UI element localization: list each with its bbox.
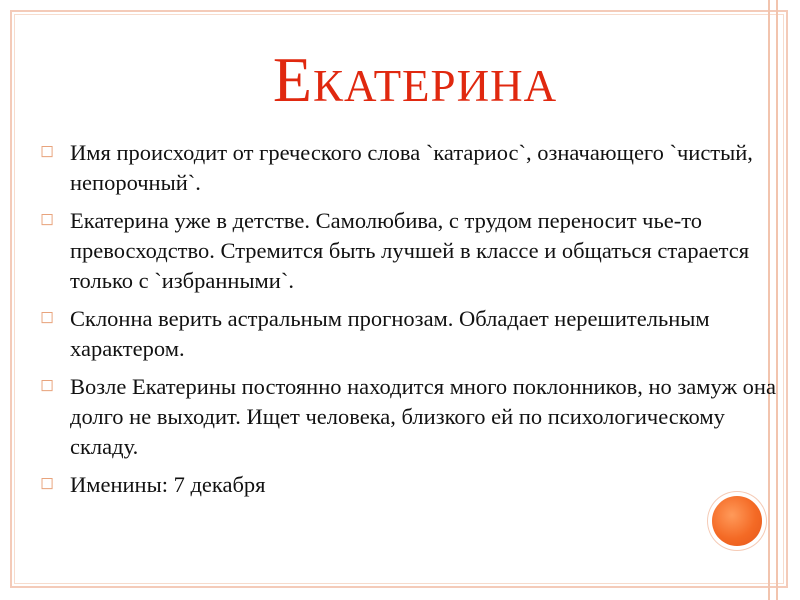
bullet-list [40, 138, 780, 508]
list-item [40, 304, 780, 364]
hollow-square-bullet-icon: ◻ [40, 141, 55, 160]
hollow-square-bullet-icon: ◻ [40, 375, 55, 394]
bullet-text: Екатерина уже в детстве. Самолюбива, с трудом переносит чье-то превосходство. Стремится быть лучшей в классе и общаться старается только с `избранными`. [70, 208, 750, 293]
hollow-square-bullet-icon: ◻ [40, 209, 55, 228]
bullet-text: Именины: 7 декабря [70, 472, 266, 497]
list-item [40, 470, 780, 500]
list-item [40, 372, 780, 462]
list-item [40, 138, 780, 198]
list-item [40, 206, 780, 296]
slide-title: Екатерина [272, 44, 558, 115]
hollow-square-bullet-icon: ◻ [40, 307, 55, 326]
bullet-text: Возле Екатерины постоянно находится много поклонников, но замуж она долго не выходит. Ищет человека, близкого ей по психологическому складу. [70, 374, 776, 459]
bullet-text: Склонна верить астральным прогнозам. Обладает нерешительным характером. [70, 306, 710, 361]
bullet-text: Имя происходит от греческого слова `катариос`, означающего `чистый, непорочный`. [70, 140, 753, 195]
orange-circle-icon [712, 496, 762, 546]
hollow-square-bullet-icon: ◻ [40, 473, 55, 492]
